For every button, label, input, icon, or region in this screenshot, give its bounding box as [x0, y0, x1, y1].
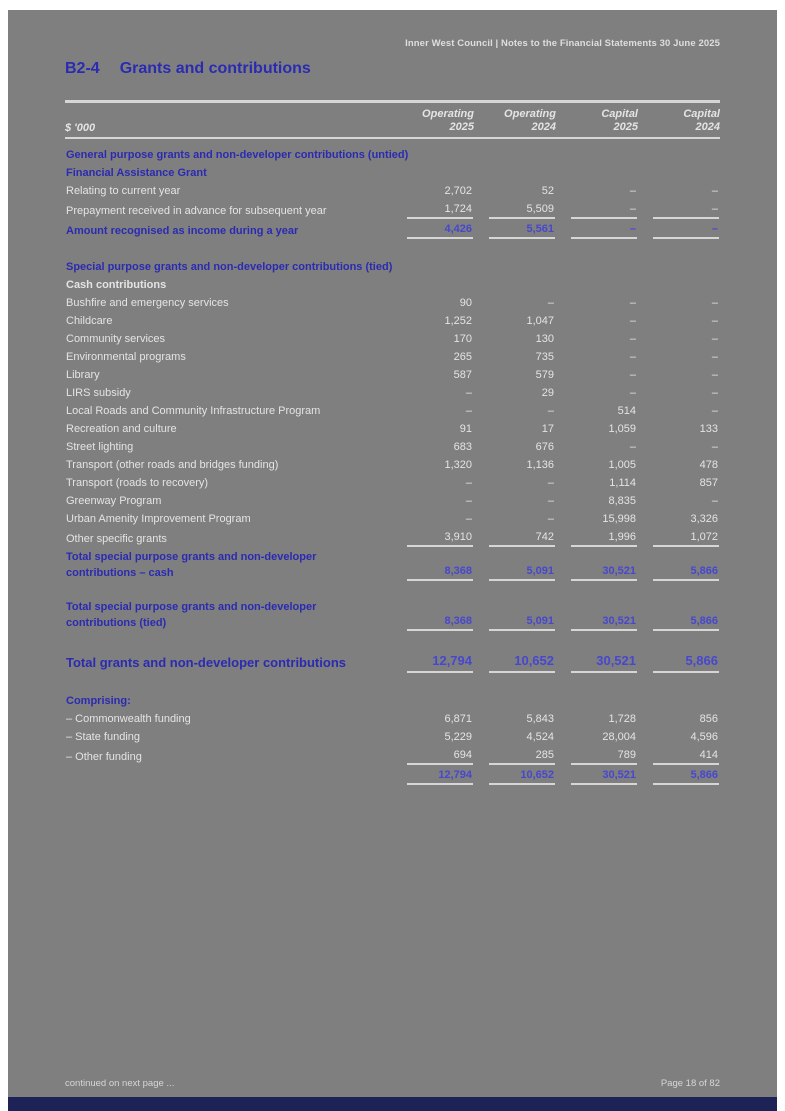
value-cell — [392, 766, 474, 786]
value-cell — [638, 492, 720, 510]
value-cell — [392, 420, 474, 438]
section-row — [65, 138, 720, 164]
cell-value: – — [653, 201, 719, 219]
cell-value: 694 — [407, 747, 473, 765]
value-cell — [474, 474, 556, 492]
column-header-period: Capital — [601, 108, 638, 120]
cell-value: – — [547, 405, 554, 417]
cell-value: – — [629, 297, 636, 309]
value-cell — [474, 220, 556, 240]
row-spacer — [65, 240, 720, 258]
value-cell — [474, 182, 556, 200]
cell-value: 15,998 — [602, 513, 636, 525]
cell-value: 17 — [541, 423, 554, 435]
value-cell — [638, 510, 720, 528]
cell-value: – — [711, 369, 718, 381]
value-cell — [556, 348, 638, 366]
row-label: Childcare — [66, 315, 113, 327]
value-cell — [392, 474, 474, 492]
table-row — [65, 420, 720, 438]
value-cell — [556, 510, 638, 528]
row-label: – Other funding — [66, 751, 142, 763]
cell-value: 30,521 — [571, 613, 637, 631]
spacer-row — [65, 632, 720, 650]
value-cell — [392, 598, 474, 632]
cell-value: – — [653, 221, 719, 239]
row-label: Relating to current year — [66, 185, 181, 197]
column-header — [392, 102, 474, 139]
cell-value: 5,561 — [489, 221, 555, 239]
cell-value: – — [629, 333, 636, 345]
value-cell — [392, 492, 474, 510]
cell-value: 4,524 — [526, 731, 554, 743]
cell-value: 1,996 — [571, 529, 637, 547]
value-cell — [638, 348, 720, 366]
cell-value: 1,005 — [608, 459, 636, 471]
cell-value: 10,652 — [489, 651, 555, 673]
cell-value: 5,091 — [489, 613, 555, 631]
table-row — [65, 438, 720, 456]
cell-value: – — [711, 387, 718, 399]
value-cell — [638, 182, 720, 200]
row-label: – Commonwealth funding — [66, 713, 191, 725]
cell-value: 1,320 — [444, 459, 472, 471]
row-label: Financial Assistance Grant — [66, 167, 207, 179]
cell-value: 265 — [453, 351, 472, 363]
cell-value: – — [629, 369, 636, 381]
table-row — [65, 384, 720, 402]
cell-value: – — [629, 441, 636, 453]
cell-value: 1,114 — [609, 477, 636, 489]
cell-value: – — [465, 513, 472, 525]
row-spacer — [65, 582, 720, 598]
value-cell — [556, 528, 638, 548]
note-title — [65, 60, 311, 78]
row-label: Total special purpose grants and non-developer contributions – cash — [66, 551, 317, 579]
value-cell — [392, 548, 474, 582]
value-cell — [638, 438, 720, 456]
table-row — [65, 710, 720, 728]
value-cell — [638, 312, 720, 330]
cell-value: – — [711, 297, 718, 309]
cell-value: 1,724 — [407, 201, 473, 219]
row-label: Environmental programs — [66, 351, 186, 363]
value-cell — [474, 650, 556, 674]
value-cell — [392, 456, 474, 474]
grants-table-container — [65, 100, 720, 786]
value-cell — [638, 366, 720, 384]
spacer-row — [65, 582, 720, 598]
column-header-period: Operating — [422, 108, 474, 120]
value-cell — [474, 456, 556, 474]
table-row — [65, 348, 720, 366]
column-header — [474, 102, 556, 139]
total-row — [65, 220, 720, 240]
value-cell — [556, 492, 638, 510]
value-cell — [392, 330, 474, 348]
value-cell — [474, 200, 556, 220]
cell-value: 5,866 — [653, 613, 719, 631]
value-cell — [556, 456, 638, 474]
document-page — [8, 10, 777, 1111]
table-row — [65, 182, 720, 200]
value-cell — [474, 348, 556, 366]
cell-value: – — [629, 185, 636, 197]
row-label: Greenway Program — [66, 495, 162, 507]
value-cell — [638, 474, 720, 492]
cell-value: – — [711, 405, 718, 417]
cell-value: 30,521 — [571, 767, 637, 785]
table-row — [65, 330, 720, 348]
table-row — [65, 474, 720, 492]
cell-value: 478 — [699, 459, 718, 471]
value-cell — [392, 220, 474, 240]
cell-value: 1,059 — [608, 423, 636, 435]
column-header — [638, 102, 720, 139]
subheader-row — [65, 276, 720, 294]
row-label: – State funding — [66, 731, 141, 743]
cell-value: 6,871 — [444, 713, 472, 725]
value-cell — [392, 294, 474, 312]
value-cell — [392, 528, 474, 548]
section-row — [65, 164, 720, 182]
cell-value: 5,509 — [489, 201, 555, 219]
value-cell — [474, 746, 556, 766]
cell-value: 857 — [699, 477, 718, 489]
value-cell — [556, 294, 638, 312]
value-cell — [556, 746, 638, 766]
value-cell — [638, 402, 720, 420]
value-cell — [638, 710, 720, 728]
cell-value: 742 — [489, 529, 555, 547]
row-label: Transport (roads to recovery) — [66, 477, 209, 489]
cell-value: – — [465, 495, 472, 507]
value-cell — [392, 366, 474, 384]
cell-value: 5,091 — [489, 563, 555, 581]
total-row — [65, 548, 720, 582]
value-cell — [392, 402, 474, 420]
value-cell — [638, 650, 720, 674]
value-cell — [556, 728, 638, 746]
cell-value: 579 — [535, 369, 554, 381]
value-cell — [474, 710, 556, 728]
row-label: Recreation and culture — [66, 423, 177, 435]
cell-value: 4,596 — [690, 731, 718, 743]
cell-value: – — [547, 477, 554, 489]
value-cell — [474, 492, 556, 510]
cell-value: 133 — [699, 423, 718, 435]
total-row — [65, 766, 720, 786]
value-cell — [392, 312, 474, 330]
cell-value: – — [711, 315, 718, 327]
cell-value: 285 — [489, 747, 555, 765]
value-cell — [392, 200, 474, 220]
cell-value: 90 — [459, 297, 472, 309]
value-cell — [474, 420, 556, 438]
cell-value: 1,072 — [653, 529, 719, 547]
value-cell — [556, 420, 638, 438]
cell-value: 12,794 — [407, 651, 473, 673]
value-cell — [392, 710, 474, 728]
value-cell — [638, 330, 720, 348]
cell-value: – — [547, 513, 554, 525]
cell-value: 130 — [535, 333, 554, 345]
cell-value: 91 — [459, 423, 472, 435]
unit-label: $ '000 — [65, 102, 392, 139]
note-title-text: Grants and contributions — [119, 60, 311, 77]
value-cell — [556, 438, 638, 456]
value-cell — [556, 330, 638, 348]
cell-value: – — [465, 477, 472, 489]
value-cell — [556, 200, 638, 220]
cell-value: 5,866 — [653, 563, 719, 581]
value-cell — [556, 598, 638, 632]
section-row — [65, 692, 720, 710]
cell-value: – — [571, 221, 637, 239]
cell-value: – — [629, 315, 636, 327]
table-header — [65, 102, 720, 139]
value-cell — [474, 312, 556, 330]
column-header-year: 2024 — [695, 121, 720, 133]
value-cell — [474, 366, 556, 384]
value-cell — [474, 294, 556, 312]
cell-value: 683 — [453, 441, 472, 453]
table-row — [65, 746, 720, 766]
value-cell — [556, 402, 638, 420]
table-row — [65, 528, 720, 548]
table-row — [65, 402, 720, 420]
cell-value: 8,368 — [407, 613, 473, 631]
value-cell — [556, 474, 638, 492]
cell-value: 514 — [617, 405, 636, 417]
value-cell — [638, 420, 720, 438]
table-row — [65, 200, 720, 220]
value-cell — [392, 182, 474, 200]
cell-value: 4,426 — [407, 221, 473, 239]
value-cell — [638, 220, 720, 240]
row-label: Other specific grants — [66, 533, 167, 545]
value-cell — [638, 746, 720, 766]
row-label: Amount recognised as income during a year — [66, 225, 299, 237]
page-number: Page 18 of 82 — [660, 1078, 720, 1089]
total-row — [65, 598, 720, 632]
row-label: Community services — [66, 333, 166, 345]
value-cell — [392, 510, 474, 528]
value-cell — [638, 294, 720, 312]
cell-value: – — [465, 405, 472, 417]
cell-value: 29 — [541, 387, 554, 399]
value-cell — [638, 598, 720, 632]
row-label — [65, 766, 392, 786]
value-cell — [474, 438, 556, 456]
row-label: Comprising: — [66, 695, 131, 707]
column-header — [556, 102, 638, 139]
cell-value: – — [547, 297, 554, 309]
value-cell — [556, 766, 638, 786]
cell-value: 3,326 — [690, 513, 718, 525]
row-label: Special purpose grants and non-developer contributions (tied) — [66, 261, 393, 273]
cell-value: 8,368 — [407, 563, 473, 581]
table-row — [65, 510, 720, 528]
cell-value: 12,794 — [407, 767, 473, 785]
table-row — [65, 294, 720, 312]
spacer-row — [65, 674, 720, 692]
grants-table — [65, 100, 720, 786]
continued-note: continued on next page ... — [65, 1078, 175, 1089]
value-cell — [392, 728, 474, 746]
value-cell — [638, 766, 720, 786]
value-cell — [556, 548, 638, 582]
cell-value: 414 — [653, 747, 719, 765]
section-row — [65, 258, 720, 276]
cell-value: 3,910 — [407, 529, 473, 547]
cell-value: 5,866 — [653, 651, 719, 673]
value-cell — [392, 438, 474, 456]
cell-value: – — [629, 351, 636, 363]
cell-value: – — [711, 495, 718, 507]
value-cell — [474, 384, 556, 402]
value-cell — [638, 728, 720, 746]
value-cell — [638, 456, 720, 474]
cell-value: 1,047 — [526, 315, 554, 327]
cell-value: 856 — [699, 713, 718, 725]
value-cell — [474, 766, 556, 786]
value-cell — [474, 330, 556, 348]
value-cell — [474, 728, 556, 746]
grand-row — [65, 650, 720, 674]
spacer-row — [65, 240, 720, 258]
cell-value: – — [711, 185, 718, 197]
cell-value: – — [465, 387, 472, 399]
value-cell — [474, 598, 556, 632]
cell-value: 789 — [571, 747, 637, 765]
cell-value: 676 — [535, 441, 554, 453]
cell-value: – — [547, 495, 554, 507]
value-cell — [556, 650, 638, 674]
value-cell — [392, 384, 474, 402]
cell-value: 170 — [453, 333, 472, 345]
row-label: Street lighting — [66, 441, 134, 453]
cell-value: 5,866 — [653, 767, 719, 785]
value-cell — [638, 384, 720, 402]
cell-value: 587 — [453, 369, 472, 381]
cell-value: – — [711, 351, 718, 363]
table-row — [65, 492, 720, 510]
row-spacer — [65, 632, 720, 650]
column-header-period: Capital — [683, 108, 720, 120]
cell-value: 1,728 — [608, 713, 636, 725]
cell-value: 8,835 — [608, 495, 636, 507]
cell-value: – — [629, 387, 636, 399]
value-cell — [392, 746, 474, 766]
cell-value: 1,136 — [526, 459, 554, 471]
row-label: Cash contributions — [66, 279, 167, 291]
cell-value: 30,521 — [571, 651, 637, 673]
value-cell — [638, 200, 720, 220]
value-cell — [638, 548, 720, 582]
value-cell — [556, 384, 638, 402]
value-cell — [556, 366, 638, 384]
row-label: Local Roads and Community Infrastructure Program — [66, 405, 321, 417]
row-label: Library — [66, 369, 100, 381]
value-cell — [556, 220, 638, 240]
value-cell — [556, 182, 638, 200]
value-cell — [556, 312, 638, 330]
cell-value: 5,229 — [444, 731, 472, 743]
cell-value: – — [711, 333, 718, 345]
cell-value: 1,252 — [444, 315, 472, 327]
table-row — [65, 366, 720, 384]
cell-value: 5,843 — [526, 713, 554, 725]
cell-value: 10,652 — [489, 767, 555, 785]
table-row — [65, 312, 720, 330]
value-cell — [392, 650, 474, 674]
column-header-year: 2025 — [613, 121, 638, 133]
cell-value: – — [711, 441, 718, 453]
row-label: Bushfire and emergency services — [66, 297, 229, 309]
column-header-period: Operating — [504, 108, 556, 120]
row-label: Total special purpose grants and non-developer contributions (tied) — [66, 601, 317, 629]
cell-value: 735 — [535, 351, 554, 363]
value-cell — [474, 548, 556, 582]
value-cell — [638, 528, 720, 548]
column-header-year: 2024 — [531, 121, 556, 133]
value-cell — [392, 348, 474, 366]
row-label: Total grants and non-developer contributions — [66, 655, 346, 670]
value-cell — [474, 510, 556, 528]
row-spacer — [65, 674, 720, 692]
table-row — [65, 728, 720, 746]
column-header-year: 2025 — [449, 121, 474, 133]
note-code: B2-4 — [65, 60, 100, 77]
row-label: LIRS subsidy — [66, 387, 131, 399]
page-header-text: Inner West Council | Notes to the Financial Statements 30 June 2025 — [405, 38, 720, 49]
value-cell — [556, 710, 638, 728]
table-row — [65, 456, 720, 474]
row-label: General purpose grants and non-developer contributions (untied) — [66, 149, 409, 161]
cell-value: 2,702 — [444, 185, 472, 197]
row-label: Transport (other roads and bridges funding) — [66, 459, 279, 471]
row-label: Urban Amenity Improvement Program — [66, 513, 251, 525]
cell-value: 28,004 — [602, 731, 636, 743]
cell-value: 30,521 — [571, 563, 637, 581]
row-label: Prepayment received in advance for subsequent year — [66, 205, 327, 217]
value-cell — [474, 528, 556, 548]
value-cell — [474, 402, 556, 420]
footer-bar — [8, 1097, 777, 1111]
cell-value: 52 — [541, 185, 554, 197]
cell-value: – — [571, 201, 637, 219]
